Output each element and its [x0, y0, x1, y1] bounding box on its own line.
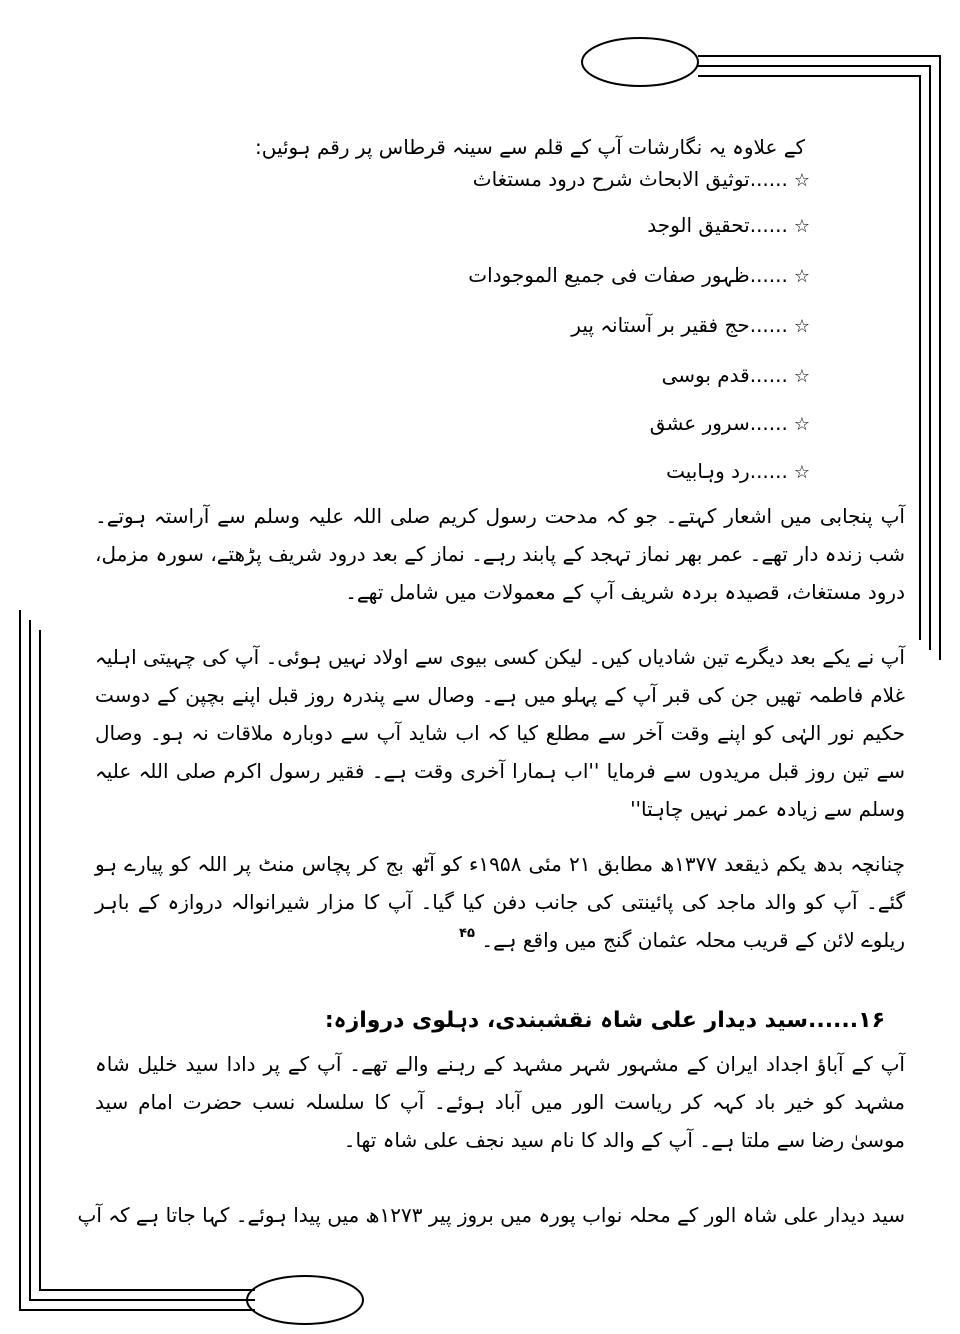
list-item-text: ......ظہور صفات فی جمیع الموجودات	[468, 263, 788, 287]
list-item	[647, 210, 810, 242]
paragraph-1: آپ پنجابی میں اشعار کہتے۔ جو کہ مدحت رسول کریم صلی اللہ علیہ وسلم سے آراستہ ہوتے۔ شب زندہ دار تھے۔ عمر بھر نماز تہجد کے پابند رہے۔ نماز کے بعد درود شریف پڑھتے، سورہ مزمل، درود مستغاث، قصیدہ بردہ شریف آپ کے معمولات میں شامل تھے۔	[95, 504, 905, 604]
list-item	[662, 360, 810, 392]
star-icon: ☆	[793, 266, 810, 287]
list-item	[650, 408, 810, 440]
star-icon: ☆	[793, 216, 810, 237]
list-item-text: ......قدم بوسی	[661, 363, 788, 387]
intro-line: کے علاوہ یہ نگارشات آپ کے قلم سے سینہ قرطاس پر رقم ہوئیں:	[254, 135, 805, 159]
list-item-text: ......تحقیق الوجد	[647, 213, 788, 237]
paragraph-4: آپ کے آباؤ اجداد ایران کے مشہور شہر مشہد کے رہنے والے تھے۔ آپ کے پر دادا سید خلیل شاہ مشہد کو خیر باد کہہ کر ریاست الور میں آباد ہوئے۔ آپ کا سلسلہ نسب حضرت امام سید موسیٰ رضا سے ملتا ہے۔ آپ کے والد کا نام سید نجف علی شاہ تھا۔	[95, 1052, 906, 1152]
star-icon: ☆	[793, 316, 810, 337]
footnote-number: ۴۵	[459, 926, 475, 941]
star-icon: ☆	[793, 414, 810, 435]
section-heading: ۱۶......سید دیدار علی شاہ نقشبندی، دہلوی دروازہ:	[324, 1008, 885, 1033]
list-item-text: ......حج فقیر بر آستانہ پیر	[571, 313, 788, 337]
paragraph-2: آپ نے یکے بعد دیگرے تین شادیاں کیں۔ لیکن کسی بیوی سے اولاد نہیں ہوئی۔ آپ کی چہیتی اہلیہ غلام فاطمہ تھیں جن کی قبر آپ کے پہلو میں ہے۔ وصال سے پندرہ روز قبل اپنے بچپن کے دوست حکیم نور الہٰی کو اپنے وقت آخر سے مطلع کیا کہ اب شاید آپ سے دوبارہ ملاقات نہ ہو۔ وصال سے تین روز قبل مریدوں سے فرمایا ''اب ہمارا آخری وقت ہے۔ فقیر رسول اکرم صلی اللہ علیہ وسلم سے زیادہ عمر نہیں چاہتا''	[95, 645, 905, 821]
list-item	[571, 310, 810, 342]
list-item	[468, 260, 810, 292]
paragraph-3-text: چنانچہ بدھ یکم ذیقعد ۱۳۷۷ھ مطابق ۲۱ مئی ۱۹۵۸ء کو آٹھ بج کر پچاس منٹ پر اللہ کو پیارے ہو گئے۔ آپ کو والد ماجد کی پائینتی کی جانب دفن کیا گیا۔ آپ کا مزار شیرانوالہ دروازہ کے باہر ریلوے لائن کے قریب محلہ عثمان گنج میں واقع ہے۔	[95, 852, 905, 952]
paragraph-5: سید دیدار علی شاہ الور کے محلہ نواب پورہ میں بروز پیر ۱۲۷۳ھ میں پیدا ہوئے۔ کہا جاتا ہے کہ آپ	[77, 1203, 905, 1227]
paragraph-3	[95, 845, 905, 963]
list-item-text: ......سرور عشق	[649, 411, 788, 435]
list-item-text: ......توثیق الابحاث شرح درود مستغاث	[472, 167, 788, 191]
top-oval-ornament	[582, 38, 698, 86]
list-item	[666, 456, 810, 488]
star-icon: ☆	[793, 462, 810, 483]
list-item-text: ......رد وہابیت	[666, 459, 788, 483]
star-icon: ☆	[793, 170, 810, 191]
bottom-oval-ornament	[247, 1276, 363, 1324]
list-item	[473, 164, 810, 196]
star-icon: ☆	[793, 366, 810, 387]
